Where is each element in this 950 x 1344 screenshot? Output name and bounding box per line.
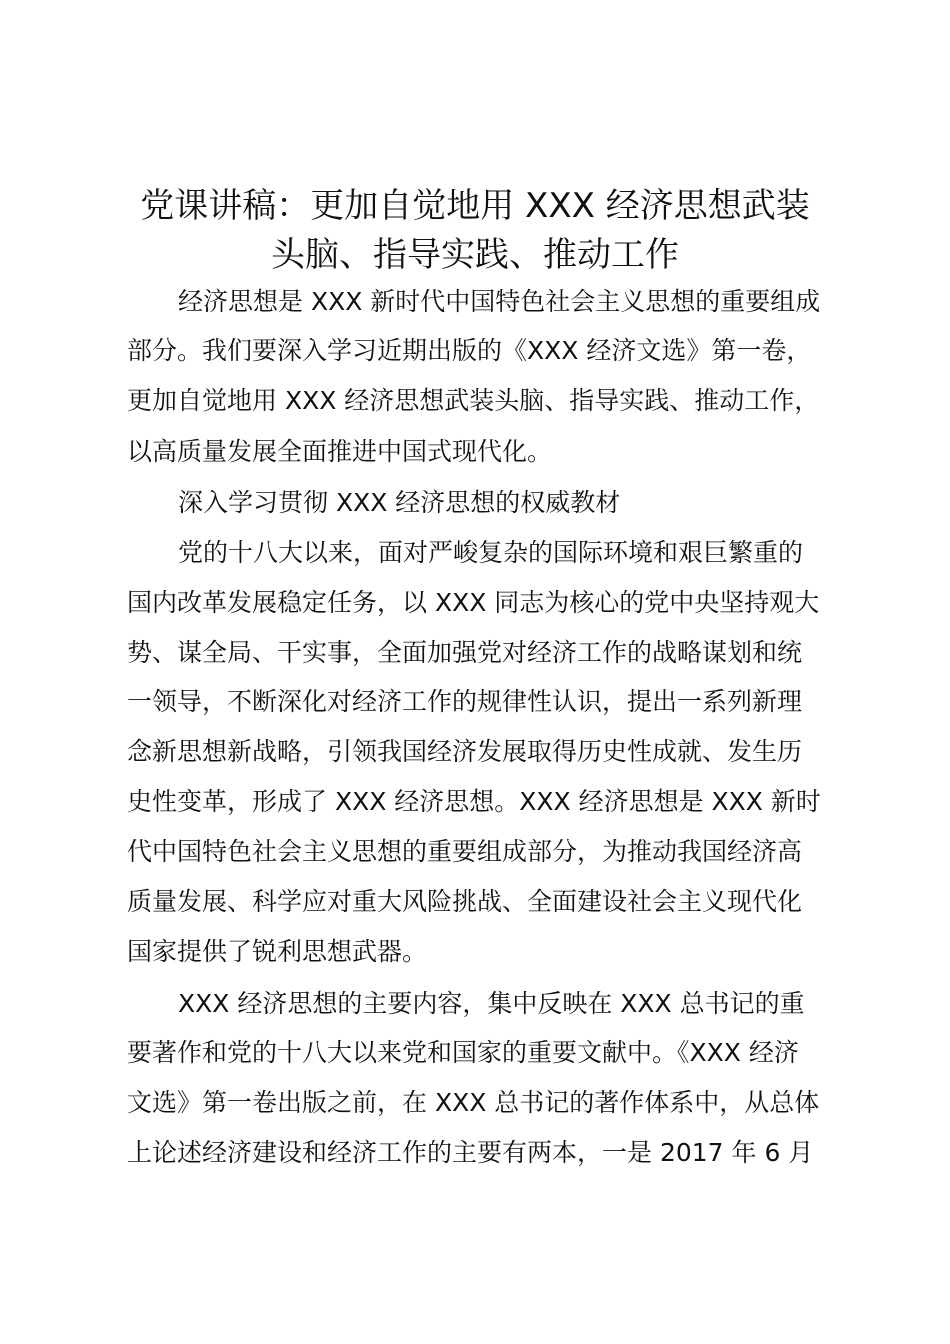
section-heading: 深入学习贯彻 XXX 经济思想的权威教材 — [178, 488, 621, 517]
paragraph-line: 国内改革发展稳定任务，以 XXX 同志为核心的党中央坚持观大 — [127, 588, 820, 617]
paragraph-line: 部分。我们要深入学习近期出版的《XXX 经济文选》第一卷， — [127, 336, 812, 365]
paragraph-line: 以高质量发展全面推进中国式现代化。 — [127, 437, 553, 466]
paragraph-line: 国家提供了锐利思想武器。 — [127, 937, 428, 966]
paragraph-line: 上论述经济建设和经济工作的主要有两本，一是 2017 年 6 月 — [127, 1138, 814, 1167]
paragraph-line: 史性变革，形成了 XXX 经济思想。XXX 经济思想是 XXX 新时 — [127, 787, 821, 816]
paragraph-line: 要著作和党的十八大以来党和国家的重要文献中。《XXX 经济 — [127, 1038, 799, 1067]
paragraph-line: 势、谋全局、干实事，全面加强党对经济工作的战略谋划和统 — [127, 638, 803, 667]
paragraph-line: 一领导，不断深化对经济工作的规律性认识，提出一系列新理 — [127, 687, 803, 716]
paragraph-line: 文选》第一卷出版之前，在 XXX 总书记的著作体系中，从总体 — [127, 1088, 820, 1117]
paragraph-line: 更加自觉地用 XXX 经济思想武装头脑、指导实践、推动工作， — [127, 386, 820, 415]
paragraph-line: 代中国特色社会主义思想的重要组成部分，为推动我国经济高 — [127, 837, 803, 866]
document-title-line-1: 党课讲稿：更加自觉地用 XXX 经济思想武装 — [140, 186, 810, 226]
paragraph-line: 党的十八大以来，面对严峻复杂的国际环境和艰巨繁重的 — [178, 538, 804, 567]
paragraph-line: 质量发展、科学应对重大风险挑战、全面建设社会主义现代化 — [127, 887, 803, 916]
paragraph-line: XXX 经济思想的主要内容，集中反映在 XXX 总书记的重 — [178, 989, 805, 1018]
paragraph-line: 经济思想是 XXX 新时代中国特色社会主义思想的重要组成 — [178, 287, 821, 316]
document-title-line-2: 头脑、指导实践、推动工作 — [271, 235, 679, 275]
paragraph-line: 念新思想新战略，引领我国经济发展取得历史性成就、发生历 — [127, 737, 803, 766]
